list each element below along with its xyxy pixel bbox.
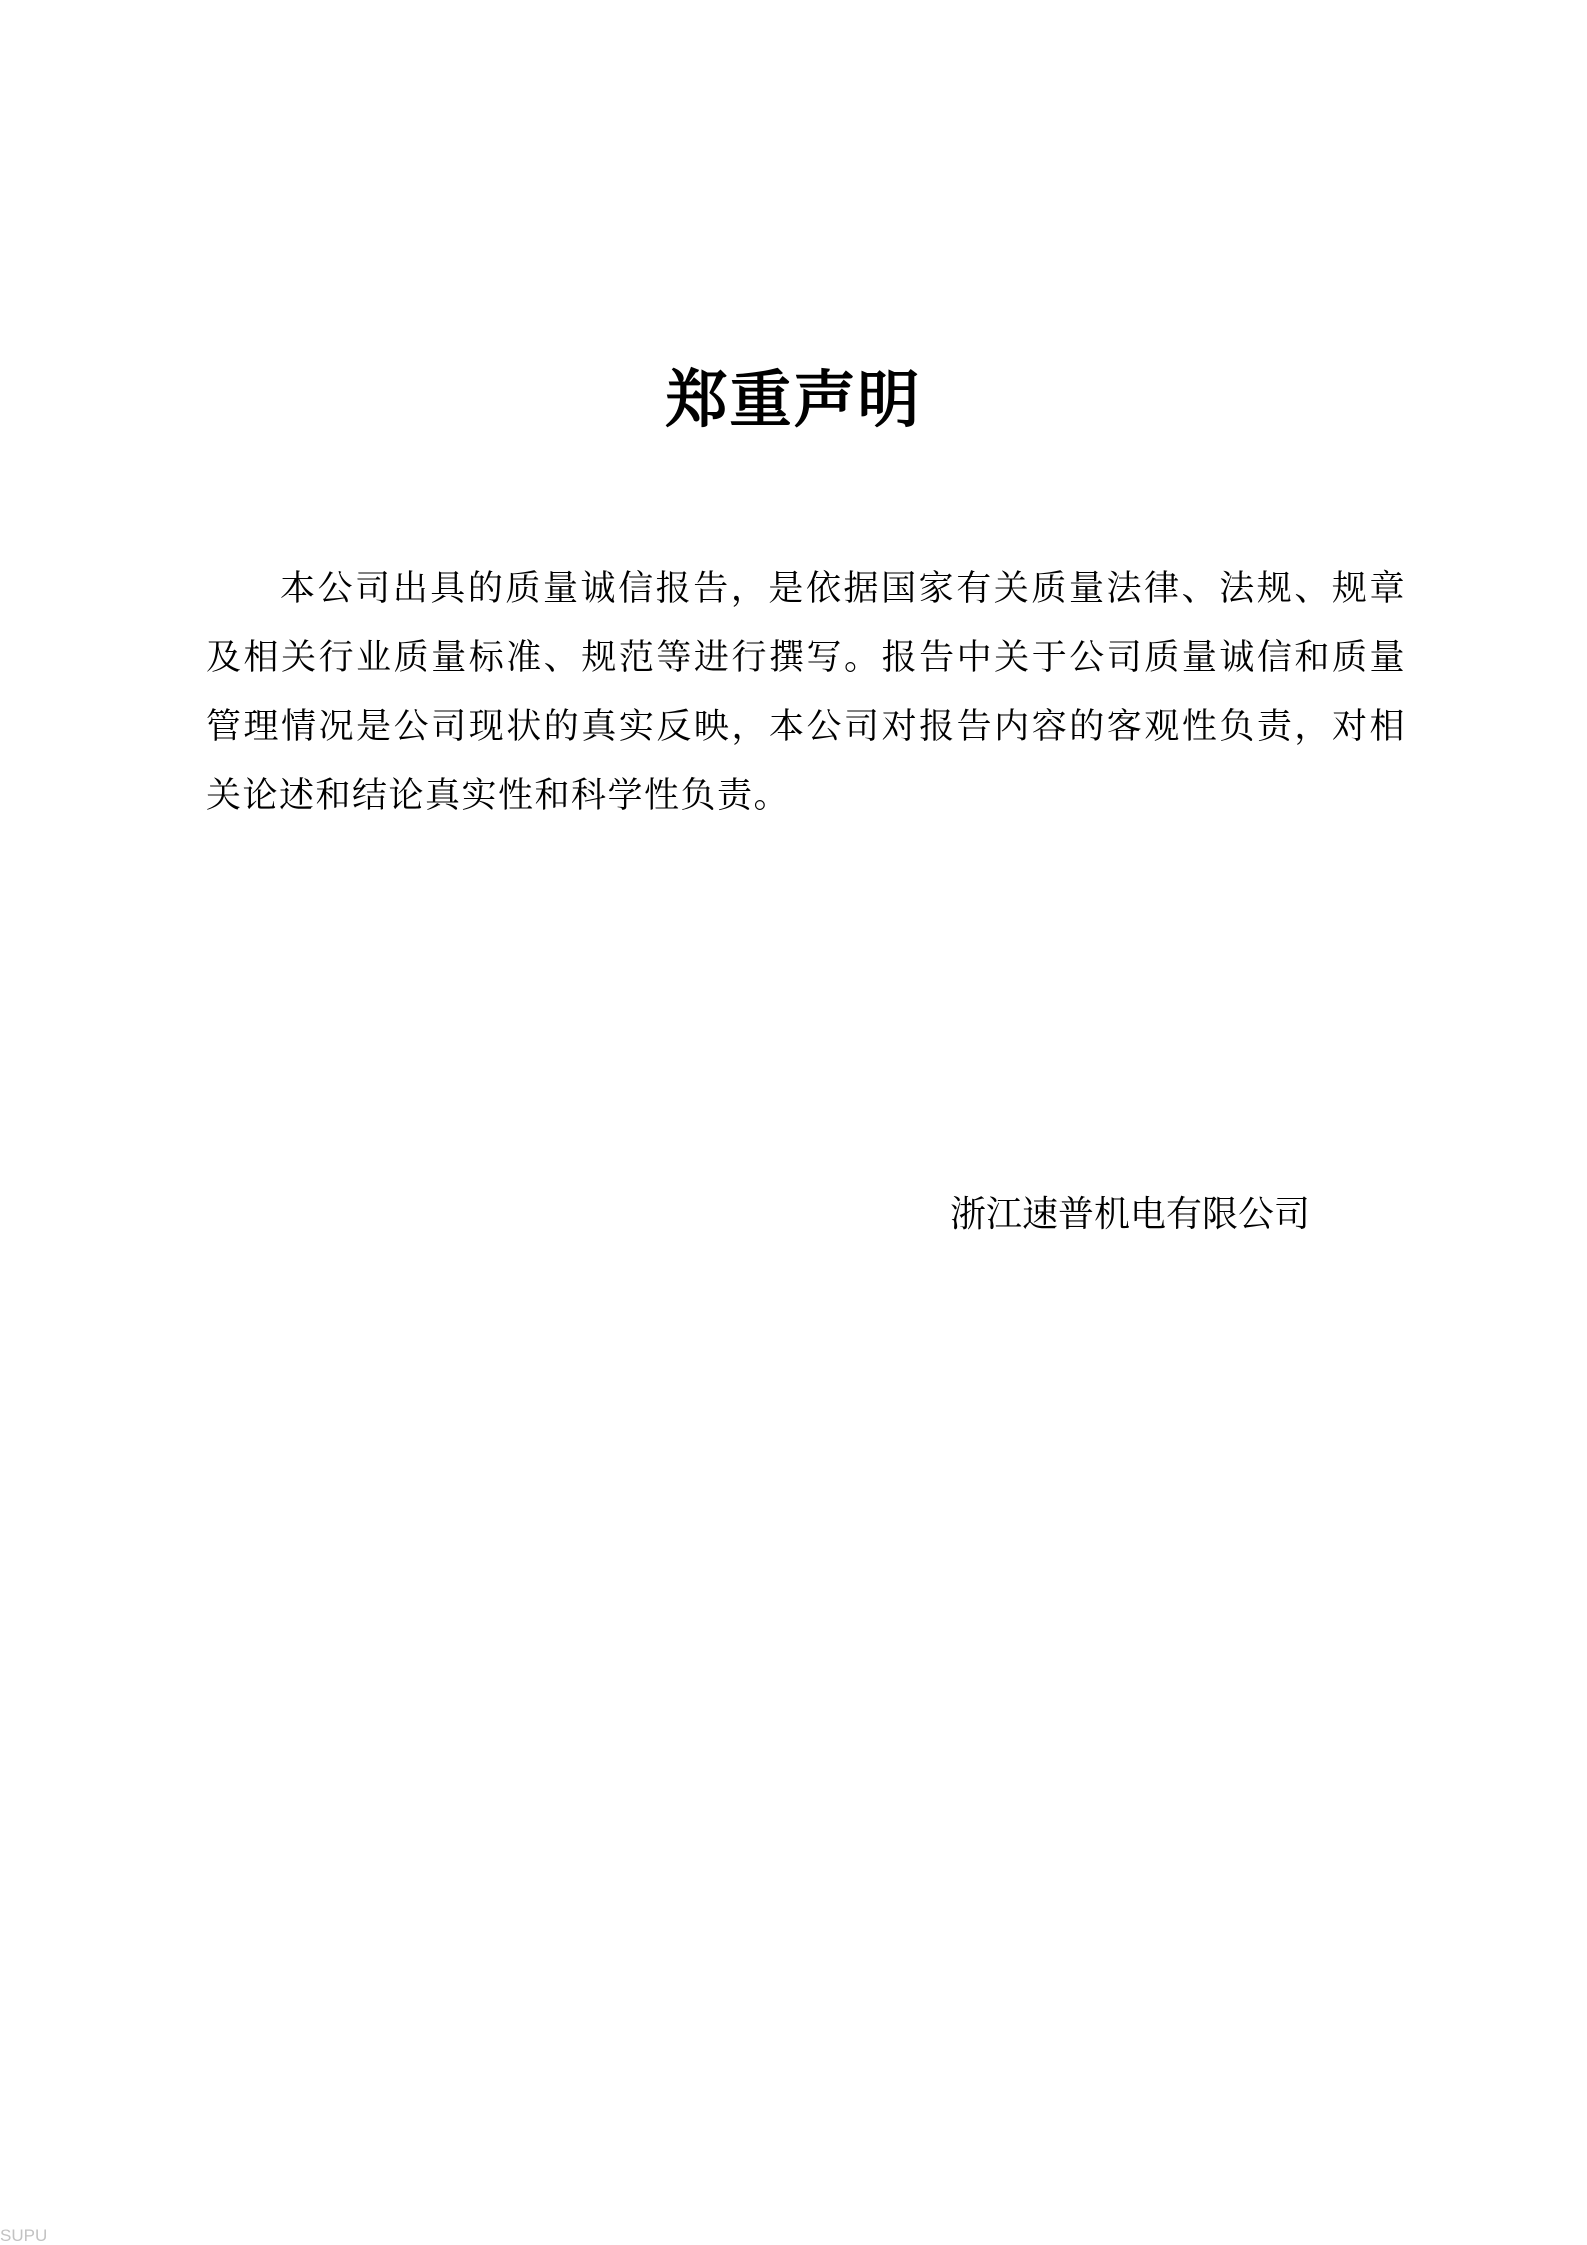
declaration-paragraph: 本公司出具的质量诚信报告，是依据国家有关质量法律、法规、规章及相关行业质量标准、规范等进行撰写。报告中关于公司质量诚信和质量管理情况是公司现状的真实反映，本公司对报告内容的客观性负责，对相关论述和结论真实性和科学性负责。 (206, 569, 1406, 816)
footer-watermark: SUPU (0, 2226, 48, 2245)
company-signature: 浙江速普机电有限公司 (950, 1194, 1311, 1235)
page-title: 郑重声明 (665, 363, 922, 436)
